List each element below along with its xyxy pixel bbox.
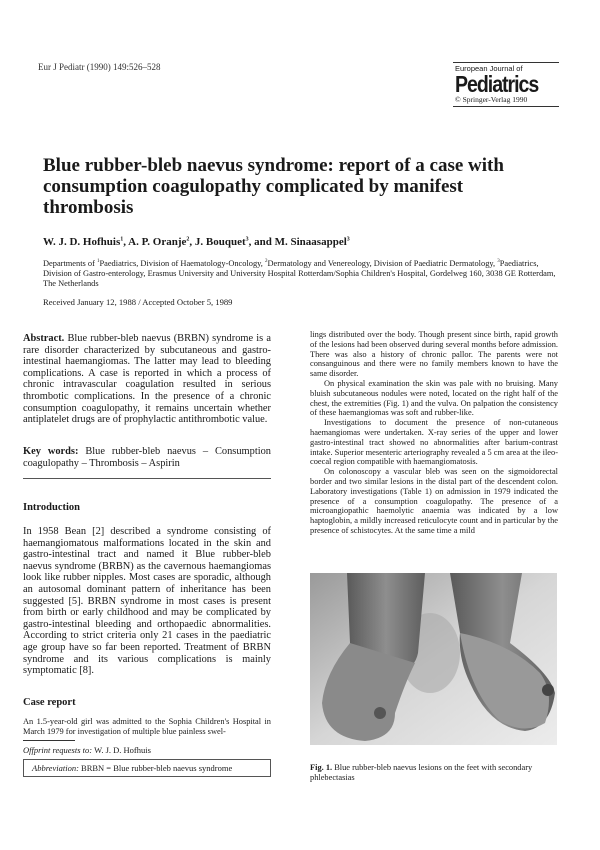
paragraph: On colonoscopy a vascular bleb was seen on the sigmoidorectal border and two similar lesions in the distal part of the descendent colon. Laboratory investigations (Table 1) on admission in 1979 indicated the presence of a consumption coagulopathy. The presence of a microangiopathic haemolytic anaemia was indicated by a low haptoglobin, a mildly increased reticulocyte count and in particular by the presence of schistocytes. At the same time a mild — [310, 467, 558, 535]
offprint-label: Offprint requests to: — [23, 745, 93, 755]
feet-photo — [310, 573, 557, 745]
abstract — [23, 333, 271, 426]
logo-line1: European Journal of — [455, 64, 523, 73]
received-dates: Received January 12, 1988 / Accepted October 5, 1989 — [43, 297, 233, 307]
offprint-name: W. J. D. Hofhuis — [92, 745, 151, 755]
paragraph: Investigations to document the presence of non-cutaneous haemangiomas were undertaken. X-ray series of the upper and lower gastro-intestinal tract showed no abnormalities after barium-contrast intake. Superior mesenteric arteriography revealed a 5 cm area at the ileo-coecal region compatible with haemangiomatosis. — [310, 418, 558, 467]
abstract-text: Blue rubber-bleb naevus (BRBN) syndrome is a rare disorder characterized by subcutaneous and gastro-intestinal haemangiomas. The latter may lead to bleeding complications. A case is reported in which a process of chronic intravascular coagulation resulted in serious thrombotic complications. In the presence of a chronic consumption coagulopathy, it remains uncertain whether antiplatelet drugs are of prophylactic antithrombotic value. — [23, 333, 271, 426]
keywords — [23, 446, 271, 469]
logo-title: Pediatrics — [455, 71, 539, 97]
author-sup: 3 — [245, 236, 249, 243]
abbreviation-label: Abbreviation: — [32, 763, 79, 773]
offprint-requests — [23, 745, 151, 755]
abbreviation-box — [23, 759, 271, 777]
case-report-text: An 1.5-year-old girl was admitted to the Sophia Children's Hospital in March 1979 for investigation of multiple blue painless swel- — [23, 717, 271, 736]
figure-label: Fig. 1. — [310, 763, 333, 772]
author-sup: 1 — [120, 236, 124, 243]
affil-sup: 2 — [265, 259, 268, 264]
authors — [43, 236, 350, 248]
divider — [23, 478, 271, 479]
affil-prefix: Departments of — [43, 258, 97, 268]
right-column-text — [310, 330, 558, 536]
keywords-label: Key words: — [23, 446, 79, 457]
affil-text: Paediatrics, Division of Haematology-Oncology, — [99, 258, 265, 268]
journal-reference: Eur J Pediatr (1990) 149:526–528 — [38, 62, 161, 72]
introduction-text: In 1958 Bean [2] described a syndrome consisting of haemangiomatous malformations located in the skin and gastro-intestinal tract and named it Blue rubber-bleb naevus syndrome (BRBN) as the cavernous haemangiomas look like rubber nipples. Most cases are sporadic, although an autosomal dominant pattern of inheritance has been suggested [5]. BRBN syndrome in most cases is present from birth or early childhood and may be complicated by gastro-intestinal bleeding and orthopaedic abnormalities. According to strict criteria only 21 cases in the paediatric age group have so far been reported. Treatment of BRBN syndrome and its various complications is mainly symptomatic [8]. — [23, 526, 271, 677]
copyright: © Springer-Verlag 1990 — [455, 95, 528, 104]
author-sup: 2 — [186, 236, 190, 243]
figure-caption — [310, 763, 560, 783]
journal-logo — [453, 62, 559, 107]
author: , J. Bouquet — [189, 236, 246, 248]
figure-photo-feet — [310, 573, 557, 745]
introduction-heading: Introduction — [23, 502, 80, 513]
abstract-label: Abstract. — [23, 333, 65, 344]
author: , and M. Sinaasappel — [248, 236, 347, 248]
case-report-heading: Case report — [23, 697, 76, 708]
paragraph: On physical examination the skin was pale with no bruising. Many bluish subcutaneous nodules were noted, located on the right half of the chest, the extremities (Fig. 1) and the vulva. On palpation the consistency of these haemangiomas was soft and rubber-like. — [310, 378, 558, 418]
author: , A. P. Oranje — [123, 236, 187, 248]
affil-sup: 1 — [96, 259, 100, 264]
affil-text: Paediatrics, Division of Gastro-enterology, Erasmus University and University Hospital Rotterdam/Sophia Children's Hospital, Gordelweg 160, 3038 GE Rotterdam, The Netherlands — [43, 258, 556, 289]
affiliations — [43, 257, 563, 289]
keywords-text: Blue rubber-bleb naevus – Consumption coagulopathy – Thrombosis – Aspirin — [23, 446, 271, 469]
affil-text: Dermatology and Venereology, Division of Paediatric Dermatology, — [267, 258, 498, 268]
figure-caption-text: Blue rubber-bleb naevus lesions on the feet with secondary phlebectasias — [310, 763, 533, 782]
abbreviation-text: BRBN = Blue rubber-bleb naevus syndrome — [78, 763, 233, 773]
affil-sup: 3 — [497, 259, 500, 264]
footnote-rule — [23, 740, 75, 741]
article-title: Blue rubber-bleb naevus syndrome: report of a case with consumption coagulopathy complicated by manifest thrombosis — [43, 155, 504, 218]
author: W. J. D. Hofhuis — [43, 236, 121, 248]
author-sup: 3 — [346, 236, 350, 243]
paragraph: lings distributed over the body. Though present since birth, rapid growth of the lesions had been observed during several months before admission. There was also a history of chronic pallor. The parents were not consanguinous and there were no family members known to have the same disorder. — [310, 330, 558, 379]
